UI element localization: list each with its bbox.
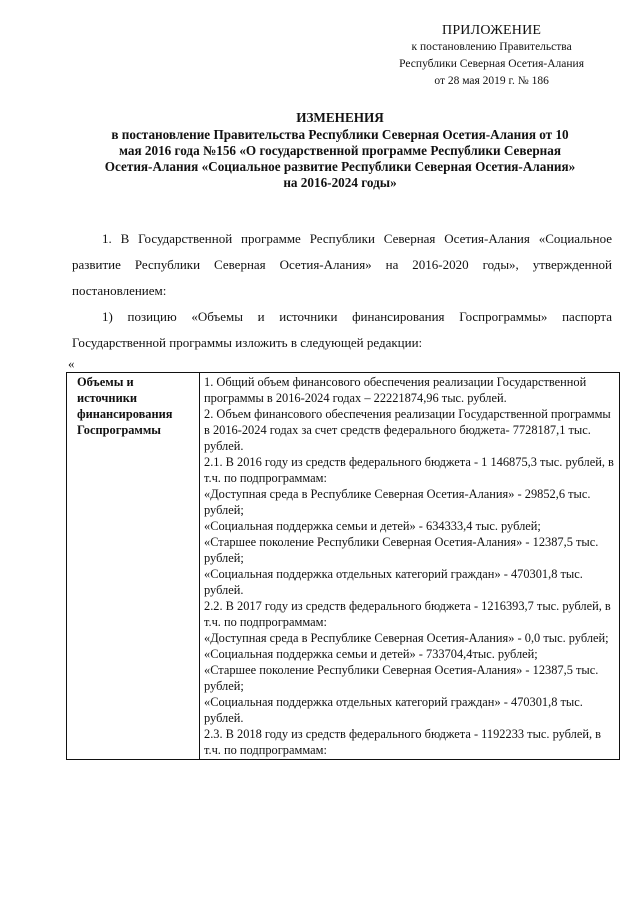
financing-line: 2. Объем финансового обеспечения реализации Государственной программы в 2016-2024 годах за счет средств федерального бюджета- 7728187,1 тыс. рублей. bbox=[204, 407, 611, 453]
financing-line: 2.1. В 2016 году из средств федерального бюджета - 1 146875,3 тыс. рублей, в т.ч. по подпрограммам: bbox=[204, 455, 614, 485]
financing-line: 1. Общий объем финансового обеспечения реализации Государственной программы в 2016-2024 годах – 22221874,96 тыс. рублей. bbox=[204, 375, 587, 405]
heading-line: на 2016-2024 годы» bbox=[283, 175, 397, 190]
financing-line: «Социальная поддержка отдельных категорий граждан» - 470301,8 тыс. рублей. bbox=[204, 695, 583, 725]
heading-line: мая 2016 года №156 «О государственной программе Республики Северная bbox=[118, 143, 562, 158]
document-heading bbox=[60, 110, 620, 191]
financing-label-cell: Объемы и источники финансирования Госпрограммы bbox=[67, 373, 200, 760]
appendix-date-line: от 28 мая 2019 г. № 186 bbox=[434, 75, 549, 87]
financing-line: 2.3. В 2018 году из средств федерального бюджета - 1192233 тыс. рублей, в т.ч. по подпрограммам: bbox=[204, 727, 602, 757]
financing-table bbox=[66, 372, 620, 760]
financing-line: «Доступная среда в Республике Северная Осетия-Алания» - 29852,6 тыс. рублей; bbox=[204, 487, 591, 517]
heading-line: в постановление Правительства Республики Северная Осетия-Алания от 10 bbox=[111, 127, 569, 142]
financing-line: «Старшее поколение Республики Северная Осетия-Алания» - 12387,5 тыс. рублей; bbox=[204, 663, 599, 693]
appendix-line-2: Республики Северная Осетия-Алания bbox=[399, 58, 584, 70]
financing-line: 2.2. В 2017 году из средств федерального бюджета - 1216393,7 тыс. рублей, в т.ч. по подпрограммам: bbox=[204, 599, 611, 629]
financing-line: «Социальная поддержка отдельных категорий граждан» - 470301,8 тыс. рублей. bbox=[204, 567, 583, 597]
financing-line: «Социальная поддержка семьи и детей» - 733704,4тыс. рублей; bbox=[204, 647, 538, 661]
financing-line: «Социальная поддержка семьи и детей» - 634333,4 тыс. рублей; bbox=[204, 519, 541, 533]
paragraph-2: 1) позицию «Объемы и источники финансирования Госпрограммы» паспорта Государственной программы изложить в следующей редакции: bbox=[72, 309, 612, 350]
appendix-title: ПРИЛОЖЕНИЕ bbox=[442, 23, 542, 38]
heading-line: Осетия-Алания «Социальное развитие Республики Северная Осетия-Алания» bbox=[104, 159, 576, 174]
opening-quote: « bbox=[68, 356, 75, 371]
appendix-line-1: к постановлению Правительства bbox=[411, 41, 572, 53]
paragraph-1: 1. В Государственной программе Республики Северная Осетия-Алания «Социальное развитие Республики Северная Осетия-Алания» на 2016-2020 годы», утвержденной постановлением: bbox=[72, 231, 612, 298]
financing-line: «Старшее поколение Республики Северная Осетия-Алания» - 12387,5 тыс. рублей; bbox=[204, 535, 599, 565]
financing-line: «Доступная среда в Республике Северная Осетия-Алания» - 0,0 тыс. рублей; bbox=[204, 631, 609, 645]
table-row bbox=[67, 373, 620, 760]
financing-content-cell bbox=[200, 373, 620, 760]
document-title: ИЗМЕНЕНИЯ bbox=[296, 110, 384, 125]
appendix-block bbox=[399, 22, 584, 90]
